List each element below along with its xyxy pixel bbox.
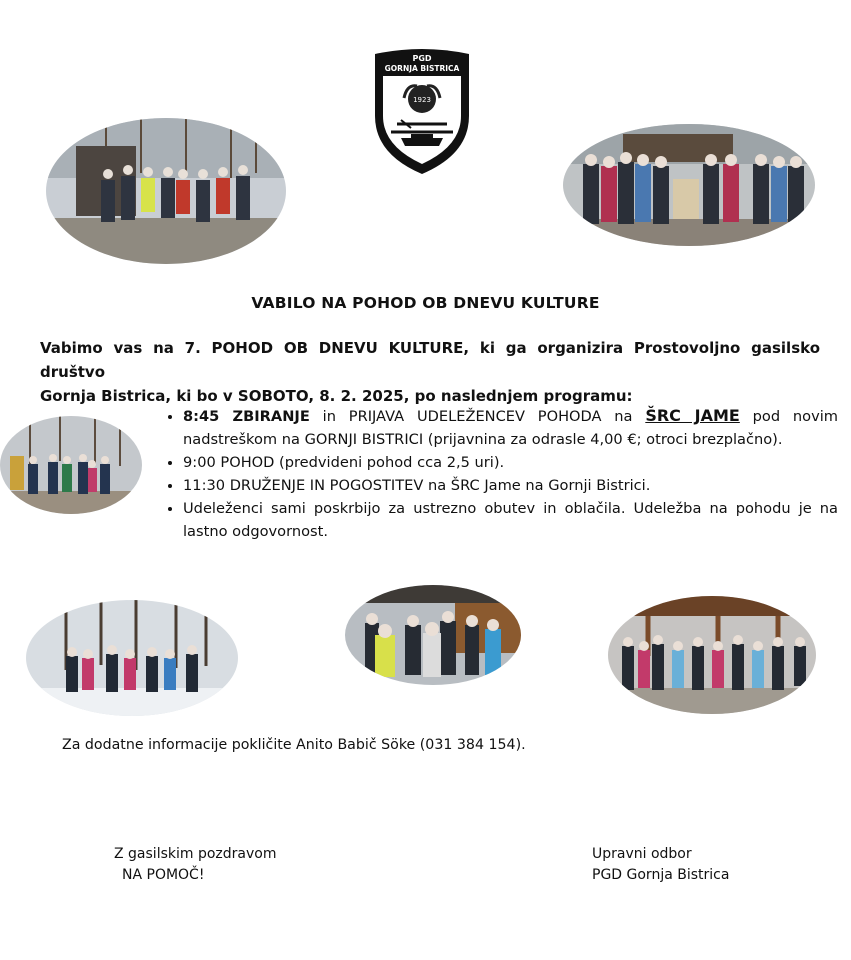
logo-text-name: GORNJA BISTRICA [384,64,460,73]
logo-text-pgd: PGD [412,54,432,63]
motto-line: NA POMOČ! [122,867,205,883]
group-photo-middle-left [0,416,142,514]
organization-line: PGD Gornja Bistrica [592,867,730,883]
program-item-note: • Udeleženci sami poskrbijo za ustrezno obutev in oblačila. Udeležba na pohodu je na lastno odgovornost. [183,497,838,543]
intro-line-2: Gornja Bistrica, ki bo v SOBOTO, 8. 2. 2025, po naslednjem programu: [40,387,633,405]
program-item-social: • 11:30 DRUŽENJE IN POGOSTITEV na ŠRC Jame na Gornji Bistrici. [183,474,838,497]
pgd-logo [371,46,473,176]
signature-right [592,844,729,886]
intro-paragraph [40,336,820,408]
venue-name: ŠRC JAME [645,406,740,425]
group-photo-bottom-right [608,596,816,714]
group-photo-top-left [46,118,286,264]
program-item-hike: • 9:00 POHOD (predvideni pohod cca 2,5 uri). [183,451,838,474]
board-line: Upravni odbor [592,846,692,862]
program-item-gathering: • 8:45 ZBIRANJE in PRIJAVA UDELEŽENCEV POHODA na ŠRC JAME pod novim nadstreškom na GORNJI BISTRICI (prijavnina za odrasle 4,00 €; otroci brezplačno). [183,404,838,451]
program-list [158,404,838,543]
contact-info: Za dodatne informacije pokličite Anito Babič Söke (031 384 154). [62,737,526,753]
intro-line-1: Vabimo vas na 7. POHOD OB DNEVU KULTURE, ki ga organizira Prostovoljno gasilsko društvo [40,339,820,381]
group-photo-bottom-center [345,585,521,685]
logo-text-year: 1923 [413,96,431,104]
group-photo-bottom-left [26,600,238,716]
invitation-title: VABILO NA POHOD OB DNEVU KULTURE [251,294,600,312]
greeting-line: Z gasilskim pozdravom [114,846,277,862]
group-photo-top-right [563,124,815,246]
signature-left [114,844,276,886]
